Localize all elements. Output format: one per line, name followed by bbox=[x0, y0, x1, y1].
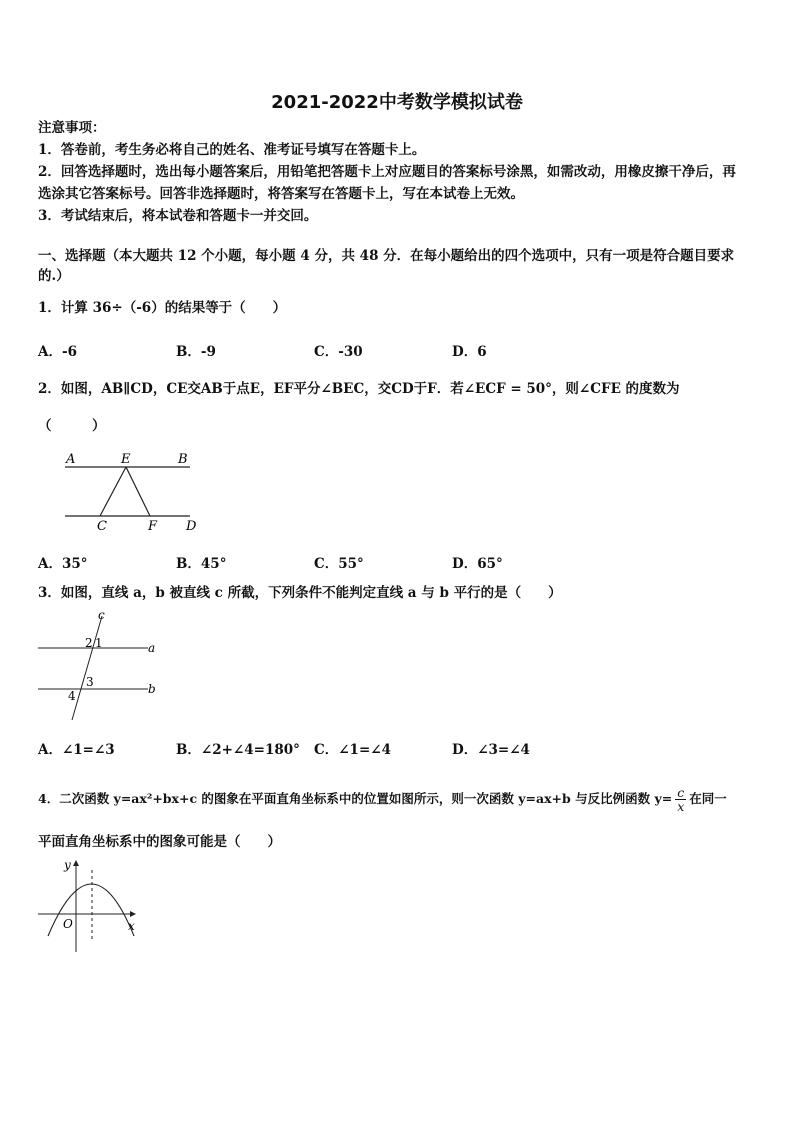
question-4-stem bbox=[38, 786, 727, 813]
point-label: E bbox=[121, 452, 131, 467]
fraction-numerator: c bbox=[675, 786, 686, 800]
notice-item: 1．答卷前，考生务必将自己的姓名、准考证号填写在答题卡上。 bbox=[38, 142, 426, 158]
question-2-stem: 2．如图，AB∥CD，CE交AB于点E，EF平分∠BEC，交CD于F．若∠ECF = 50°，则∠CFE 的度数为 bbox=[38, 381, 680, 397]
angle-label: 1 bbox=[95, 636, 103, 650]
line-label: b bbox=[148, 682, 156, 696]
page-title: 2021-2022中考数学模拟试卷 bbox=[271, 92, 523, 113]
point-label: A bbox=[66, 452, 76, 467]
q4-stem-text: 在同一 bbox=[689, 791, 727, 806]
q2-option-d: D．65° bbox=[452, 556, 503, 572]
q3-option-d: D．∠3=∠4 bbox=[452, 742, 530, 758]
q2-option-c: C．55° bbox=[314, 556, 364, 572]
q1-option-d: D．6 bbox=[452, 344, 487, 360]
section-heading-cont: 的.） bbox=[38, 268, 70, 284]
fraction-denominator: x bbox=[677, 799, 685, 814]
q1-option-b: B．-9 bbox=[176, 344, 216, 360]
q2-option-a: A．35° bbox=[38, 556, 88, 572]
q3-option-a: A．∠1=∠3 bbox=[38, 742, 115, 758]
q2-option-b: B．45° bbox=[176, 556, 227, 572]
q3-option-b: B．∠2+∠4=180° bbox=[176, 742, 300, 758]
angle-label: 2 bbox=[85, 636, 93, 650]
axis-label: y bbox=[64, 858, 71, 872]
question-4-stem-cont: 平面直角坐标系中的图象可能是（ ） bbox=[38, 834, 281, 850]
point-label: D bbox=[186, 519, 197, 534]
q4-stem-text: 4．二次函数 y=ax²+bx+c 的图象在平面直角坐标系中的位置如图所示，则一次函数 y=ax+b 与反比例函数 y= bbox=[38, 791, 673, 806]
origin-label: O bbox=[63, 917, 73, 931]
point-label: C bbox=[97, 519, 107, 534]
axis-label: x bbox=[128, 919, 135, 933]
q1-option-c: C．-30 bbox=[314, 344, 363, 360]
notice-item: 2．回答选择题时，选出每小题答案后，用铅笔把答题卡上对应题目的答案标号涂黑，如需改动，用橡皮擦干净后，再 bbox=[38, 164, 736, 180]
point-label: B bbox=[178, 452, 188, 467]
question-1-stem: 1．计算 36÷（-6）的结果等于（ ） bbox=[38, 300, 287, 316]
line-label: c bbox=[98, 608, 105, 622]
angle-label: 4 bbox=[68, 689, 76, 703]
section-heading: 一、选择题（本大题共 12 个小题，每小题 4 分，共 48 分．在每小题给出的四个选项中，只有一项是符合题目要求 bbox=[38, 248, 735, 264]
q4-figure bbox=[38, 856, 138, 954]
question-2-stem-cont: （ ） bbox=[38, 418, 106, 434]
line-label: a bbox=[148, 641, 156, 655]
q3-figure bbox=[38, 608, 160, 724]
fraction bbox=[675, 786, 686, 813]
notice-item: 选涂其它答案标号。回答非选择题时，将答案写在答题卡上，写在本试卷上无效。 bbox=[38, 186, 524, 202]
angle-label: 3 bbox=[86, 675, 94, 689]
q3-option-c: C．∠1=∠4 bbox=[314, 742, 391, 758]
notice-heading: 注意事项： bbox=[38, 120, 106, 136]
q1-option-a: A．-6 bbox=[38, 344, 77, 360]
question-3-stem: 3．如图，直线 a，b 被直线 c 所截，下列条件不能判定直线 a 与 b 平行的是（ ） bbox=[38, 585, 562, 601]
notice-item: 3．考试结束后，将本试卷和答题卡一并交回。 bbox=[38, 208, 318, 224]
q2-figure bbox=[60, 448, 210, 534]
point-label: F bbox=[148, 519, 158, 534]
